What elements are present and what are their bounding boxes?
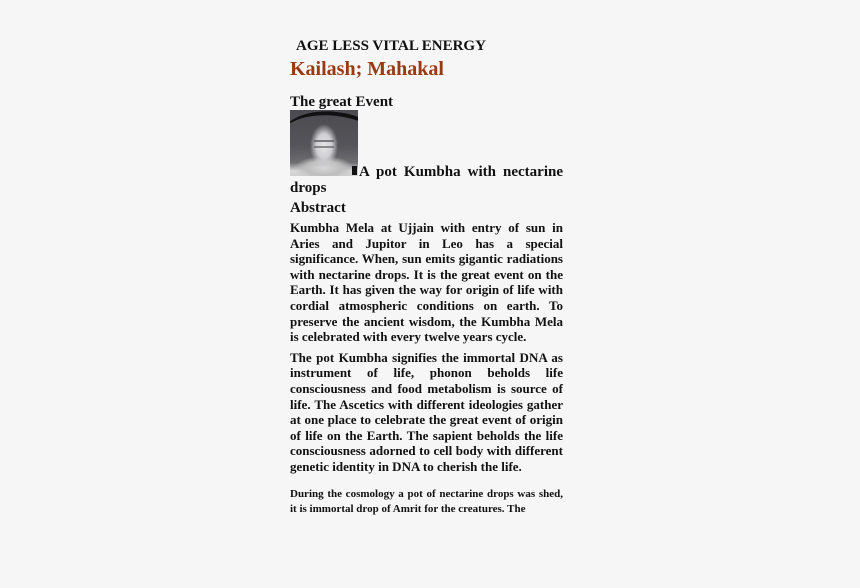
- photo-pot-detail: [314, 140, 334, 148]
- document-title: AGE LESS VITAL ENERGY: [296, 38, 486, 54]
- figure: [290, 110, 563, 180]
- abstract-heading: Abstract: [290, 200, 346, 216]
- figure-caption-continued: drops: [290, 180, 327, 196]
- document-subtitle: Kailash; Mahakal: [290, 58, 444, 80]
- event-heading: The great Event: [290, 94, 394, 110]
- article-column: [290, 36, 563, 528]
- abstract-paragraph: Kumbha Mela at Ujjain with entry of sun in Aries and Jupitor in Leo has a special significance. When, sun emits gigantic radiations with nectarine drops. It is the great event on the Earth. It has given the way for origin of life with cordial atmospheric conditions on earth. To preserve the ancient wisdom, the Kumbha Mela is celebrated with every twelve years cycle.: [290, 220, 563, 345]
- abstract-paragraph: The pot Kumbha signifies the immortal DNA as instrument of life, phonon beholds life consciousness and food metabolism is source of life. The Ascetics with different ideologies gather at one place to celebrate the great event of origin of life on the Earth. The sapient beholds the life consciousness adorned to cell body with different genetic identity in DNA to cherish the life.: [290, 349, 563, 474]
- bullet-icon: [352, 166, 357, 175]
- body-paragraph: During the cosmology a pot of nectarine drops was shed, it is immortal drop of Amrit for the creatures. The: [290, 487, 563, 515]
- pot-kumbha-image: [290, 110, 358, 176]
- figure-caption: A pot Kumbha with nectarine: [359, 164, 563, 180]
